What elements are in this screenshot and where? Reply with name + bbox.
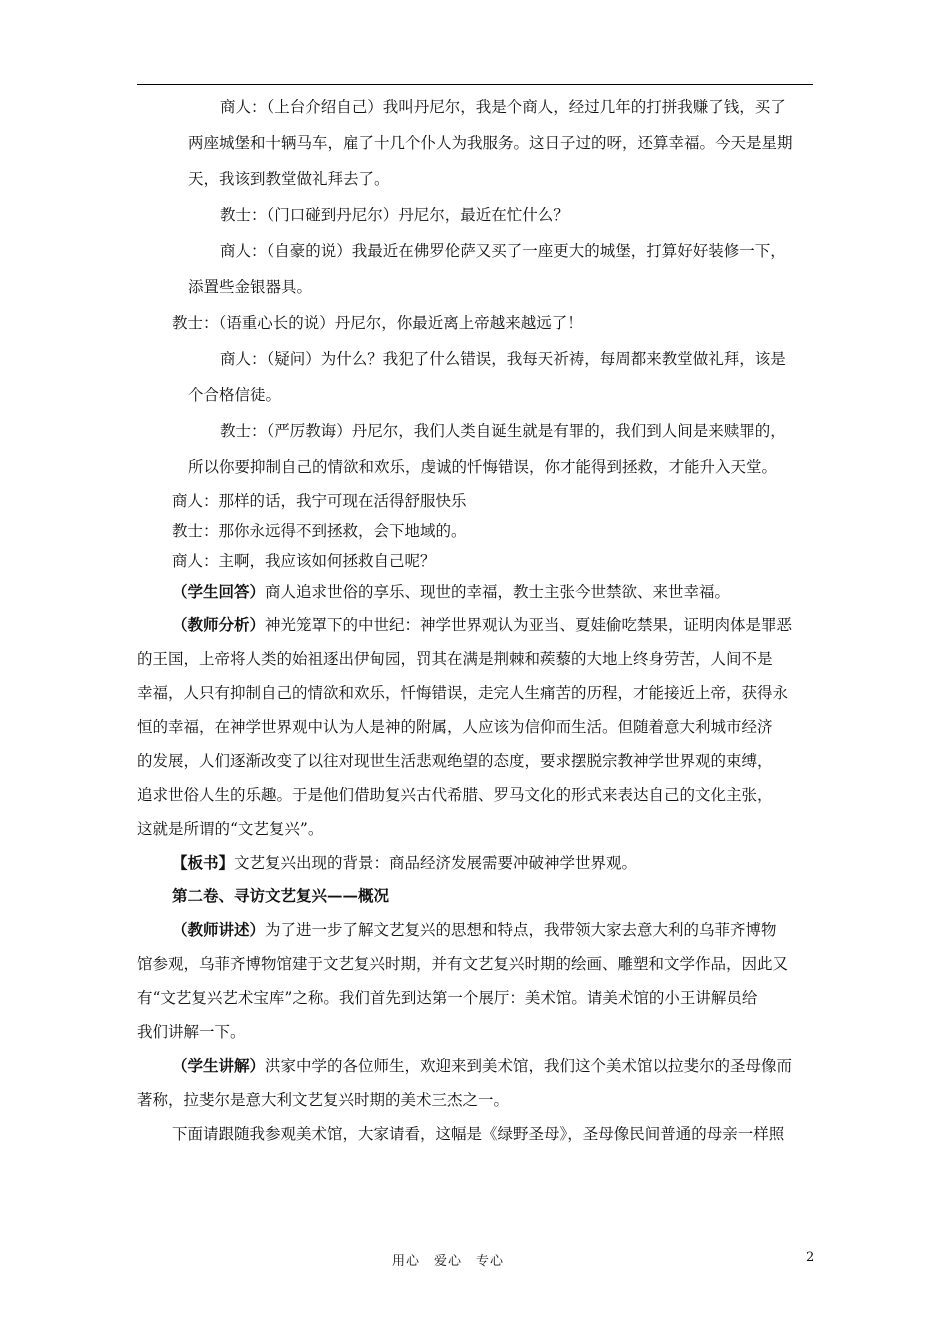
section-heading: 第二卷、寻访文艺复兴——概况 <box>172 886 390 905</box>
paragraph-line: 馆参观，乌菲齐博物馆建于文艺复兴时期，并有文艺复兴时期的绘画、雕塑和文学作品，因此又 <box>137 955 789 973</box>
student-explain-label: （学生讲解） <box>172 1056 266 1075</box>
paragraph-line: 我们讲解一下。 <box>137 1023 246 1041</box>
paragraph-text: 为了进一步了解文艺复兴的思想和特点，我带领大家去意大利的乌菲齐博物 <box>265 921 777 939</box>
dialogue-line: 商人：主啊，我应该如何拯救自己呢？ <box>172 552 436 570</box>
student-explain-paragraph <box>172 1056 792 1076</box>
header-rule <box>137 84 813 85</box>
dialogue-line: 教士：那你永远得不到拯救，会下地域的。 <box>172 522 467 540</box>
dialogue-line: 天，我该到教堂做礼拜去了。 <box>188 170 390 188</box>
paragraph-line: 著称，拉斐尔是意大利文艺复兴时期的美术三杰之一。 <box>137 1091 510 1109</box>
paragraph-line: 下面请跟随我参观美术馆，大家请看，这幅是《绿野圣母》，圣母像民间普通的母亲一样照 <box>172 1125 785 1143</box>
dialogue-line: 商人：（上台介绍自己）我叫丹尼尔，我是个商人，经过几年的打拼我赚了钱，买了 <box>220 98 786 116</box>
page-number: 2 <box>806 1250 815 1265</box>
paragraph-line: 的发展，人们逐渐改变了以往对现世生活悲观绝望的态度，要求摆脱宗教神学世界观的束缚， <box>137 752 773 770</box>
paragraph-text: 洪家中学的各位师生，欢迎来到美术馆，我们这个美术馆以拉斐尔的圣母像而 <box>265 1057 793 1075</box>
teacher-analysis-label: （教师分析） <box>172 615 266 634</box>
dialogue-line: 两座城堡和十辆马车，雇了十几个仆人为我服务。这日子过的呀，还算幸福。今天是星期 <box>188 134 793 152</box>
dialogue-line: 教士：（严厉教诲）丹尼尔，我们人类自诞生就是有罪的，我们到人间是来赎罪的， <box>220 422 786 440</box>
dialogue-line: 教士：（门口碰到丹尼尔）丹尼尔，最近在忙什么？ <box>220 206 569 224</box>
dialogue-line: 所以你要抑制自己的情欲和欢乐，虔诚的忏悔错误，你才能得到拯救，才能升入天堂。 <box>188 458 778 476</box>
dialogue-line: 个合格信徒。 <box>188 386 282 404</box>
dialogue-line: 商人：那样的话，我宁可现在活得舒服快乐 <box>172 492 467 510</box>
paragraph-line: 追求世俗人生的乐趣。于是他们借助复兴古代希腊、罗马文化的形式来表达自己的文化主张， <box>137 786 773 804</box>
paragraph-text: 文艺复兴出现的背景：商品经济发展需要冲破神学世界观。 <box>234 854 638 872</box>
dialogue-line: 商人：（自豪的说）我最近在佛罗伦萨又买了一座更大的城堡，打算好好装修一下， <box>220 242 786 260</box>
footer-motto: 用心 爱心 专心 <box>392 1254 505 1269</box>
paragraph-line: 幸福，人只有抑制自己的情欲和欢乐，忏悔错误，走完人生痛苦的历程，才能接近上帝，获得永 <box>137 684 789 702</box>
paragraph-line: 的王国，上帝将人类的始祖逐出伊甸园，罚其在满是荆棘和蒺藜的大地上终身劳苦，人间不是 <box>137 650 773 668</box>
paragraph-line: 有“文艺复兴艺术宝库”之称。我们首先到达第一个展厅：美术馆。请美术馆的小王讲解员给 <box>137 989 758 1007</box>
dialogue-line: 添置些金银器具。 <box>188 278 313 296</box>
blackboard-paragraph <box>172 853 637 873</box>
teacher-lecture-paragraph <box>172 920 777 940</box>
student-answer-label: （学生回答） <box>172 582 266 601</box>
blackboard-label: 【板书】 <box>172 853 235 872</box>
teacher-analysis-paragraph <box>172 615 792 635</box>
paragraph-line: 恒的幸福，在神学世界观中认为人是神的附属，人应该为信仰而生活。但随着意大利城市经济 <box>137 718 773 736</box>
paragraph-line: 这就是所谓的“文艺复兴”。 <box>137 820 324 838</box>
paragraph-text: 商人追求世俗的享乐、现世的幸福，教士主张今世禁欲、来世幸福。 <box>265 583 731 601</box>
paragraph-text: 神光笼罩下的中世纪：神学世界观认为亚当、夏娃偷吃禁果，证明肉体是罪恶 <box>265 616 793 634</box>
teacher-lecture-label: （教师讲述） <box>172 920 266 939</box>
dialogue-line: 教士：（语重心长的说）丹尼尔，你最近离上帝越来越远了！ <box>172 314 583 332</box>
dialogue-line: 商人：（疑问）为什么？我犯了什么错误，我每天祈祷，每周都来教堂做礼拜，该是 <box>220 350 786 368</box>
student-answer-paragraph <box>172 582 730 602</box>
